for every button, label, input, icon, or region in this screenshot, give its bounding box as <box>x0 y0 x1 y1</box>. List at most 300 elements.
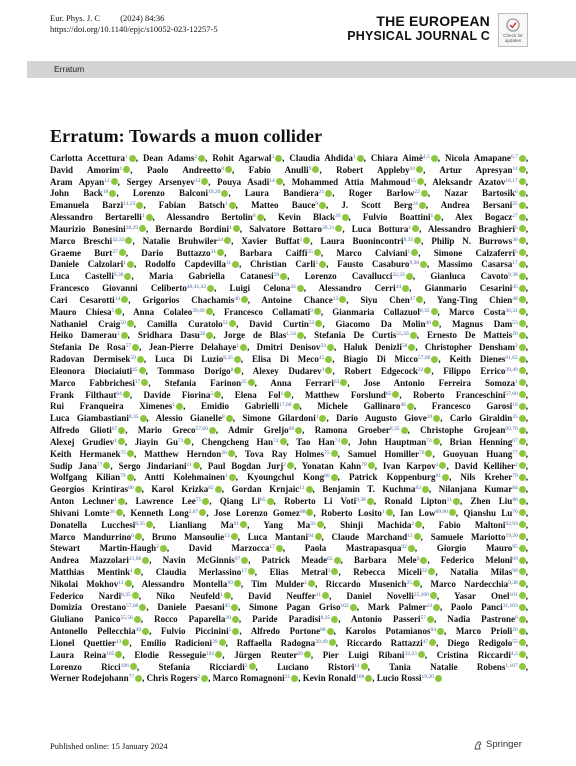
affiliation-index[interactable]: 46 <box>234 295 240 302</box>
orcid-icon[interactable] <box>240 344 247 351</box>
orcid-icon[interactable] <box>361 663 368 670</box>
affiliation-index[interactable]: 61,62 <box>505 355 518 362</box>
author-name[interactable]: Heiko Damerau <box>50 330 117 341</box>
author-name[interactable]: Fabio Maltoni <box>438 519 506 530</box>
affiliation-index[interactable]: 74 <box>426 437 432 444</box>
orcid-icon[interactable] <box>132 592 139 599</box>
affiliation-index[interactable]: 75 <box>324 449 330 456</box>
affiliation-index[interactable]: 24 <box>426 603 432 610</box>
affiliation-index[interactable]: 45 <box>132 366 138 373</box>
author-name[interactable]: Kyoungchul Kong <box>247 472 325 483</box>
orcid-icon[interactable] <box>317 521 324 528</box>
affiliation-index[interactable]: 20 <box>512 331 518 338</box>
affiliation-index[interactable]: 1 <box>219 591 223 598</box>
author-name[interactable]: Claudia Ahdida <box>289 153 353 163</box>
affiliation-index[interactable]: 1 <box>315 260 319 267</box>
author-name[interactable]: Patrick Koppenburg <box>348 472 436 483</box>
affiliation-index[interactable]: 32,33 <box>392 272 405 279</box>
orcid-icon[interactable] <box>519 616 526 623</box>
author-name[interactable]: Francesco Collamati <box>224 306 311 317</box>
orcid-icon[interactable] <box>280 273 287 280</box>
affiliation-index[interactable]: 1 <box>119 165 123 172</box>
orcid-icon[interactable] <box>118 498 125 505</box>
orcid-icon[interactable] <box>135 486 142 493</box>
affiliation-index[interactable]: 13 <box>407 532 413 539</box>
author-name[interactable]: Sridhara Dasu <box>137 330 200 341</box>
affiliation-index[interactable]: 1 <box>299 236 303 243</box>
orcid-icon[interactable] <box>111 178 118 185</box>
author-name[interactable]: Tova Ray Holmes <box>244 448 325 459</box>
orcid-icon[interactable] <box>519 344 526 351</box>
author-name[interactable]: Fausto Casaburo <box>337 259 410 270</box>
orcid-icon[interactable] <box>267 498 274 505</box>
author-name[interactable]: Jose Antonio Ferreira Somoza <box>363 377 515 388</box>
orcid-icon[interactable] <box>229 202 236 209</box>
orcid-icon[interactable] <box>386 509 393 516</box>
author-name[interactable]: Philip N. Burrows <box>431 235 513 246</box>
author-name[interactable]: Simone Pagan Griso <box>249 602 341 613</box>
orcid-icon[interactable] <box>232 616 239 623</box>
author-name[interactable]: Lianliang Ma <box>169 519 234 530</box>
orcid-icon[interactable] <box>331 616 338 623</box>
orcid-icon[interactable] <box>421 190 428 197</box>
affiliation-index[interactable]: 9,38 <box>508 579 518 586</box>
orcid-icon[interactable] <box>431 356 438 363</box>
affiliation-index[interactable]: 50 <box>120 319 126 326</box>
affiliation-index[interactable]: 47 <box>409 295 416 302</box>
affiliation-index[interactable]: 32,33 <box>404 650 417 657</box>
orcid-icon[interactable] <box>442 474 449 481</box>
orcid-icon[interactable] <box>136 202 143 209</box>
author-name[interactable]: Guoyuan Huang <box>442 448 513 459</box>
author-name[interactable]: Nazar Bartosik <box>444 188 516 199</box>
orcid-icon[interactable] <box>206 332 213 339</box>
author-name[interactable]: Lorenzo Ricci <box>50 661 121 672</box>
affiliation-index[interactable]: 39 <box>212 638 218 645</box>
author-name[interactable]: Alessandro Bertolin <box>166 212 253 223</box>
author-name[interactable]: Tim Mulder <box>251 578 305 589</box>
author-name[interactable]: Paride Paradisi <box>252 614 321 625</box>
orcid-icon[interactable] <box>275 155 282 162</box>
orcid-icon[interactable] <box>119 249 126 256</box>
affiliation-index[interactable]: 13 <box>224 532 230 539</box>
author-name[interactable]: Werner Rodejohann <box>50 673 129 684</box>
affiliation-index[interactable]: 8,35 <box>389 426 400 433</box>
affiliation-index[interactable]: 11,23 <box>123 201 136 208</box>
affiliation-index[interactable]: 6,7 <box>510 154 518 160</box>
affiliation-index[interactable]: 1 <box>435 461 439 468</box>
orcid-icon[interactable] <box>519 415 526 422</box>
orcid-icon[interactable] <box>325 356 332 363</box>
author-name[interactable]: Antoine Chance <box>261 294 333 305</box>
author-name[interactable]: Roberto Franceschini <box>413 389 506 400</box>
affiliation-index[interactable]: 37 <box>112 248 118 255</box>
author-name[interactable]: Giorgio Mauro <box>436 543 513 554</box>
author-name[interactable]: Navin McGinnis <box>162 555 235 566</box>
author-name[interactable]: Emanuela Barzi <box>50 200 124 211</box>
author-name[interactable]: Andrea Bersani <box>440 200 513 211</box>
orcid-icon[interactable] <box>417 178 424 185</box>
orcid-icon[interactable] <box>198 155 205 162</box>
affiliation-index[interactable]: 46 <box>425 319 431 326</box>
author-name[interactable]: Elisa Di Meco <box>251 354 319 365</box>
orcid-icon[interactable] <box>121 332 128 339</box>
orcid-icon[interactable] <box>132 344 139 351</box>
author-name[interactable]: Keith Hermanek <box>50 448 121 459</box>
affiliation-index[interactable]: 1 <box>130 567 133 574</box>
orcid-icon[interactable] <box>331 568 338 575</box>
orcid-icon[interactable] <box>519 308 526 315</box>
orcid-icon[interactable] <box>422 486 429 493</box>
affiliation-index[interactable]: 2 <box>244 662 248 669</box>
author-name[interactable]: Bernardo Bordini <box>155 223 230 234</box>
orcid-icon[interactable] <box>124 273 131 280</box>
affiliation-index[interactable]: 19,20 <box>207 189 221 196</box>
orcid-icon[interactable] <box>115 308 122 315</box>
orcid-icon[interactable] <box>276 545 283 552</box>
orcid-icon[interactable] <box>322 592 329 599</box>
affiliation-index[interactable]: 57 <box>125 343 132 350</box>
affiliation-index[interactable]: 9,38 <box>356 497 366 504</box>
orcid-icon[interactable] <box>331 450 338 457</box>
orcid-icon[interactable] <box>306 509 313 516</box>
orcid-icon[interactable] <box>411 249 418 256</box>
author-name[interactable]: Federico Nardi <box>50 590 122 601</box>
affiliation-index[interactable]: 102 <box>206 650 215 657</box>
orcid-icon[interactable] <box>433 604 440 611</box>
orcid-icon[interactable] <box>146 214 153 221</box>
author-name[interactable]: Francesco Giovanni Celiberto <box>50 283 187 294</box>
author-name[interactable]: Ian Low <box>400 507 436 518</box>
affiliation-index[interactable]: 97 <box>234 556 241 563</box>
orcid-icon[interactable] <box>519 225 526 232</box>
author-name[interactable]: Antonello Pellecchia <box>50 626 136 637</box>
affiliation-index[interactable]: 73 <box>334 437 341 444</box>
author-name[interactable]: Frank Filthaut <box>50 389 117 400</box>
orcid-icon[interactable] <box>225 166 232 173</box>
affiliation-index[interactable]: 11 <box>225 260 232 267</box>
orcid-icon[interactable] <box>134 616 141 623</box>
orcid-icon[interactable] <box>201 178 208 185</box>
author-name[interactable]: Marco Prioli <box>455 626 513 637</box>
author-name[interactable]: Nicola Amapane <box>444 153 511 163</box>
orcid-icon[interactable] <box>401 427 408 434</box>
author-name[interactable]: Camilla Curatolo <box>146 318 223 329</box>
author-name[interactable]: Georgios Krintiras <box>50 484 129 495</box>
author-name[interactable]: Jorge de Blas <box>223 330 287 341</box>
orcid-icon[interactable] <box>519 509 526 516</box>
orcid-icon[interactable] <box>315 320 322 327</box>
orcid-icon[interactable] <box>123 166 130 173</box>
affiliation-index[interactable]: 25 <box>307 248 313 255</box>
affiliation-index[interactable]: 95 <box>512 544 518 551</box>
check-for-updates-badge[interactable] <box>498 13 528 47</box>
affiliation-index[interactable]: 39,49 <box>315 638 328 645</box>
author-name[interactable]: Lucio Rossi <box>376 673 422 684</box>
affiliation-index[interactable]: 19,20 <box>505 532 518 539</box>
orcid-icon[interactable] <box>306 486 313 493</box>
affiliation-index[interactable]: 9 <box>308 165 312 172</box>
affiliation-index[interactable]: 39,49 <box>192 307 205 314</box>
affiliation-index[interactable]: 57,60 <box>195 426 208 433</box>
orcid-icon[interactable] <box>519 521 526 528</box>
orcid-icon[interactable] <box>217 249 224 256</box>
orcid-icon[interactable] <box>519 296 526 303</box>
author-name[interactable]: Simone Calzaferri <box>433 247 516 258</box>
orcid-icon[interactable] <box>425 450 432 457</box>
orcid-icon[interactable] <box>118 427 125 434</box>
orcid-icon[interactable] <box>127 320 134 327</box>
orcid-icon[interactable] <box>308 580 315 587</box>
orcid-icon[interactable] <box>419 202 426 209</box>
orcid-icon[interactable] <box>134 568 141 575</box>
affiliation-index[interactable]: 8 <box>252 213 256 220</box>
affiliation-index[interactable]: 69 <box>512 556 518 563</box>
author-name[interactable]: Luca Bottura <box>351 223 409 234</box>
affiliation-index[interactable]: 11 <box>446 497 452 504</box>
author-name[interactable]: Fabio Anulli <box>248 164 309 175</box>
affiliation-index[interactable]: 69 <box>297 650 303 657</box>
orcid-icon[interactable] <box>229 474 236 481</box>
affiliation-index[interactable]: 49 <box>135 627 142 634</box>
orcid-icon[interactable] <box>231 604 238 611</box>
affiliation-index[interactable]: 8,35 <box>223 355 233 362</box>
author-name[interactable]: Shivani Lomte <box>50 507 110 518</box>
orcid-icon[interactable] <box>519 237 526 244</box>
author-name[interactable]: Domizia Orestano <box>50 602 127 613</box>
orcid-icon[interactable] <box>342 214 349 221</box>
affiliation-index[interactable]: 6 <box>515 189 518 196</box>
affiliation-index[interactable]: 98 <box>512 567 518 574</box>
author-name[interactable]: Christian Carli <box>250 259 316 270</box>
author-name[interactable]: Stewart Martin-Haugh <box>50 543 157 554</box>
author-name[interactable]: Fabian Batsch <box>158 200 225 211</box>
orcid-icon[interactable] <box>368 462 375 469</box>
author-name[interactable]: Rodolfo Capdevilla <box>145 259 226 270</box>
affiliation-index[interactable]: 25,100 <box>413 591 429 598</box>
author-name[interactable]: Magnus Dam <box>452 318 513 329</box>
author-name[interactable]: Dmitri Denisov <box>256 342 321 353</box>
orcid-icon[interactable] <box>121 296 128 303</box>
affiliation-index[interactable]: 1 <box>352 154 356 160</box>
author-name[interactable]: Ronald Lipton <box>384 496 447 507</box>
orcid-icon[interactable] <box>367 498 374 505</box>
affiliation-index[interactable]: 79 <box>512 473 518 480</box>
author-name[interactable]: Pier Luigi Ribani <box>322 649 405 660</box>
orcid-icon[interactable] <box>201 675 208 682</box>
affiliation-index[interactable]: 59 <box>130 355 136 362</box>
affiliation-index[interactable]: 9 <box>315 201 318 208</box>
orcid-icon[interactable] <box>325 367 332 374</box>
affiliation-index[interactable]: 17,66 <box>279 402 292 409</box>
orcid-icon[interactable] <box>519 202 526 209</box>
affiliation-index[interactable]: 2 <box>515 343 518 350</box>
orcid-icon[interactable] <box>414 533 421 540</box>
orcid-icon[interactable] <box>248 568 255 575</box>
orcid-icon[interactable] <box>142 557 149 564</box>
orcid-icon[interactable] <box>424 367 431 374</box>
affiliation-index[interactable]: 1 <box>141 213 145 220</box>
orcid-icon[interactable] <box>118 438 125 445</box>
orcid-icon[interactable] <box>176 403 183 410</box>
author-name[interactable]: Carlotta Accettura <box>50 153 125 163</box>
author-name[interactable]: Francesco Garosi <box>431 401 513 412</box>
orcid-icon[interactable] <box>303 237 310 244</box>
affiliation-index[interactable]: 45 <box>318 355 325 362</box>
orcid-icon[interactable] <box>241 557 248 564</box>
orcid-icon[interactable] <box>228 450 235 457</box>
orcid-icon[interactable] <box>130 663 137 670</box>
author-name[interactable]: Samuel Homiller <box>347 448 419 459</box>
author-name[interactable]: Rocco Paparella <box>154 614 226 625</box>
affiliation-index[interactable]: 8,35 <box>320 615 331 622</box>
affiliation-index[interactable]: 69,70 <box>505 426 518 433</box>
author-name[interactable]: Roberto Losito <box>321 507 382 518</box>
orcid-icon[interactable] <box>519 628 526 635</box>
orcid-icon[interactable] <box>139 367 146 374</box>
orcid-icon[interactable] <box>109 190 116 197</box>
author-name[interactable]: Elena Fol <box>234 389 281 400</box>
orcid-icon[interactable] <box>410 332 417 339</box>
affiliation-index[interactable]: 13 <box>115 638 122 645</box>
affiliation-index[interactable]: 101 <box>509 591 518 598</box>
affiliation-index[interactable]: 26 <box>335 213 341 220</box>
author-name[interactable]: Mohammed Attia Mahmoud <box>291 176 411 187</box>
affiliation-index[interactable]: 44 <box>395 284 402 291</box>
affiliation-index[interactable]: 106 <box>120 662 129 669</box>
author-name[interactable]: Riccardo Musenich <box>325 578 407 589</box>
author-name[interactable]: Alessio Gianelle <box>155 413 222 424</box>
author-name[interactable]: Davide Fiorina <box>143 389 211 400</box>
author-name[interactable]: Qiang Li <box>219 496 261 507</box>
affiliation-index[interactable]: 75 <box>120 449 127 456</box>
author-name[interactable]: Artur Apresyan <box>439 164 513 175</box>
affiliation-index[interactable]: 47 <box>422 638 429 645</box>
affiliation-index[interactable]: 1 <box>224 473 228 480</box>
affiliation-index[interactable]: 53 <box>512 319 518 326</box>
author-name[interactable]: Benjamin T. Kuchma <box>322 484 416 495</box>
author-name[interactable]: Zhen Liu <box>470 496 513 507</box>
author-name[interactable]: Marco Nardecchia <box>430 578 509 589</box>
affiliation-index[interactable]: 9,38 <box>113 272 124 279</box>
affiliation-index[interactable]: 46 <box>400 402 406 409</box>
author-name[interactable]: Haluk Denizli <box>343 342 402 353</box>
author-name[interactable]: Nathaniel Craig <box>50 318 121 329</box>
orcid-icon[interactable] <box>408 344 415 351</box>
orcid-icon[interactable] <box>209 427 216 434</box>
author-name[interactable]: Aram Apyan <box>50 176 105 187</box>
affiliation-index[interactable]: 105 <box>106 650 115 657</box>
affiliation-index[interactable]: 1 <box>172 402 176 409</box>
orcid-icon[interactable] <box>127 261 134 268</box>
author-name[interactable]: John Hauptman <box>358 436 427 447</box>
affiliation-index[interactable]: 72 <box>273 437 279 444</box>
affiliation-index[interactable]: 18 <box>102 189 109 196</box>
affiliation-index[interactable]: 65 <box>327 556 333 563</box>
orcid-icon[interactable] <box>141 379 148 386</box>
affiliation-index[interactable]: 88 <box>299 508 306 515</box>
affiliation-index[interactable]: 4,5 <box>510 650 518 657</box>
author-name[interactable]: Natalie Bruhwiler <box>142 235 218 246</box>
author-name[interactable]: Chris Rogers <box>146 673 198 684</box>
author-name[interactable]: Aleksandr Azatov <box>432 176 506 187</box>
orcid-icon[interactable] <box>519 356 526 363</box>
author-name[interactable]: Anton Lechner <box>50 496 115 507</box>
orcid-icon[interactable] <box>207 285 214 292</box>
author-name[interactable]: Dean Adams <box>142 153 195 163</box>
author-name[interactable]: Marco Romagnoni <box>212 673 285 684</box>
author-name[interactable]: Chengcheng Han <box>201 436 274 447</box>
orcid-icon[interactable] <box>519 367 526 374</box>
affiliation-index[interactable]: 25 <box>406 579 412 586</box>
affiliation-index[interactable]: 2,87 <box>188 508 199 515</box>
affiliation-index[interactable]: 35 <box>512 414 518 421</box>
affiliation-index[interactable]: 20 <box>426 414 433 421</box>
author-name[interactable]: Kevin Ronald <box>302 673 356 684</box>
orcid-icon[interactable] <box>519 639 526 646</box>
affiliation-index[interactable]: 48 <box>512 295 518 302</box>
author-name[interactable]: Samuele Mariotto <box>430 531 506 542</box>
affiliation-index[interactable]: 55 <box>512 638 518 645</box>
affiliation-index[interactable]: 1,54 <box>286 331 296 338</box>
author-name[interactable]: Emilio Radicioni <box>140 637 213 648</box>
author-name[interactable]: Anna Ferrari <box>270 377 334 388</box>
author-name[interactable]: Mario Greco <box>137 425 196 436</box>
affiliation-index[interactable]: 99 <box>227 579 233 586</box>
orcid-icon[interactable] <box>406 273 413 280</box>
orcid-icon[interactable] <box>127 474 134 481</box>
orcid-icon[interactable] <box>519 604 526 611</box>
orcid-icon[interactable] <box>315 533 322 540</box>
affiliation-index[interactable]: 89,90 <box>435 508 448 515</box>
orcid-icon[interactable] <box>408 545 415 552</box>
affiliation-index[interactable]: 108 <box>355 674 365 681</box>
orcid-icon[interactable] <box>339 296 346 303</box>
author-name[interactable]: Alessandro Bertarelli <box>50 212 142 223</box>
affiliation-index[interactable]: 1 <box>407 248 411 255</box>
orcid-icon[interactable] <box>224 592 231 599</box>
author-name[interactable]: Antti Kolehmainen <box>144 472 225 483</box>
orcid-icon[interactable] <box>418 651 425 658</box>
author-name[interactable]: Alfredo Portone <box>250 626 321 637</box>
author-name[interactable]: Filippo Errico <box>443 365 506 376</box>
orcid-icon[interactable] <box>433 415 440 422</box>
author-name[interactable]: Robert Appleby <box>336 164 410 175</box>
author-name[interactable]: Rebecca Miceli <box>353 566 422 577</box>
author-name[interactable]: Andrea Mazzolari <box>50 555 129 566</box>
orcid-icon[interactable] <box>135 533 142 540</box>
orcid-icon[interactable] <box>519 261 526 268</box>
author-name[interactable]: Christopher Densham <box>424 342 516 353</box>
author-name[interactable]: Paolo Panci <box>450 602 503 613</box>
affiliation-index[interactable]: 1,107 <box>505 662 518 669</box>
orcid-icon[interactable] <box>519 533 526 540</box>
affiliation-index[interactable]: 52 <box>308 319 315 326</box>
orcid-icon[interactable] <box>146 521 153 528</box>
orcid-icon[interactable] <box>248 379 255 386</box>
orcid-icon[interactable] <box>519 438 526 445</box>
author-name[interactable]: Fulvio Piccinini <box>160 626 229 637</box>
orcid-icon[interactable] <box>416 166 423 173</box>
author-name[interactable]: Donatella Lucchesi <box>50 519 136 530</box>
author-name[interactable]: Lionel Quettier <box>50 637 116 648</box>
author-name[interactable]: Maurizio Bonesini <box>50 223 126 234</box>
author-name[interactable]: Luigi Celona <box>229 283 291 294</box>
orcid-icon[interactable] <box>232 261 239 268</box>
author-name[interactable]: Graeme Burt <box>50 247 113 258</box>
affiliation-index[interactable]: 1 <box>430 213 434 220</box>
author-name[interactable]: Shinji Machida <box>340 519 412 530</box>
